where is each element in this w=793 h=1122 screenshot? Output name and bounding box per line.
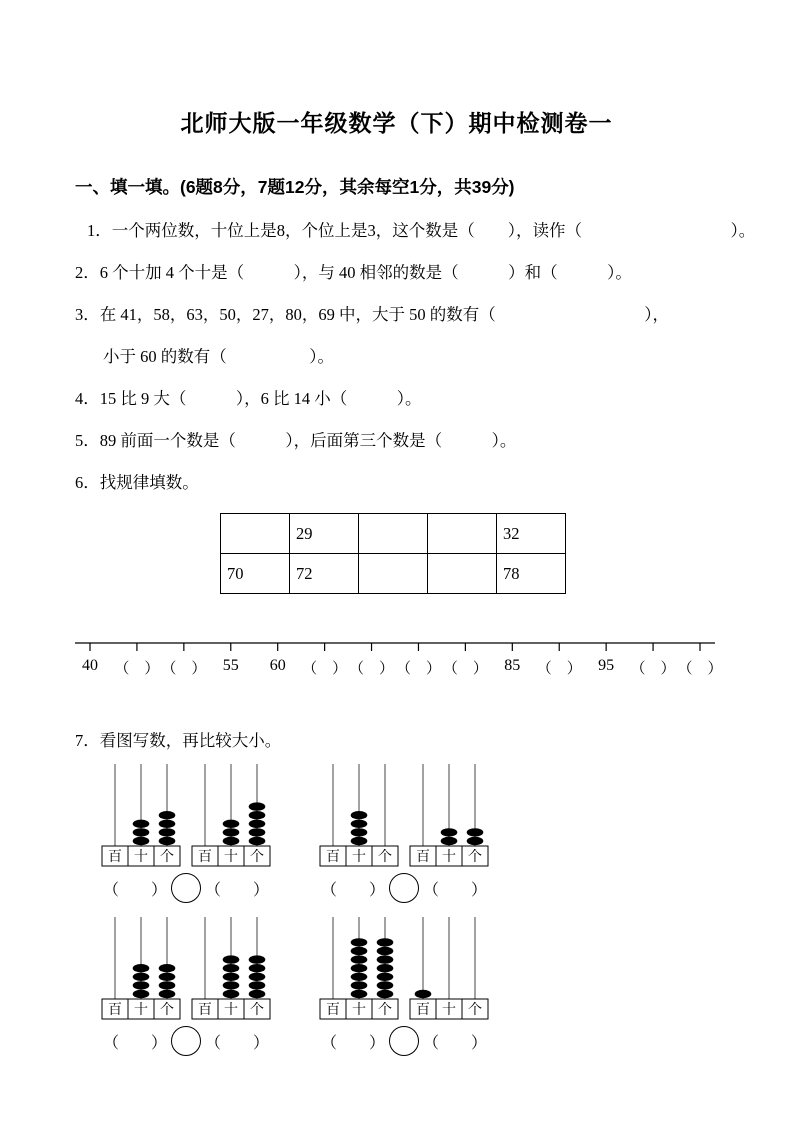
abacus-bead <box>159 837 176 845</box>
place-value-label: 个 <box>160 850 174 865</box>
comparison-blank: （ ） <box>320 881 385 899</box>
comparison-row <box>319 1026 489 1056</box>
pattern-table-blank-cell <box>359 554 428 594</box>
abacus <box>319 915 399 1021</box>
pattern-table-cell: 70 <box>221 554 290 594</box>
number-line-blank: （ ） <box>114 661 160 677</box>
abacus-bead <box>133 828 150 836</box>
abacus-bead <box>249 981 266 989</box>
abacus-bead <box>249 802 266 810</box>
abacus-bead <box>441 828 458 836</box>
abacus-row <box>101 762 718 903</box>
comparison-row <box>319 873 489 903</box>
comparison-blank: （ ） <box>102 1034 167 1052</box>
abacus-bead <box>351 811 368 819</box>
abacus-bead <box>223 981 240 989</box>
abacus <box>101 915 181 1021</box>
place-value-label: 十 <box>134 850 148 865</box>
abacus-bead <box>351 964 368 972</box>
abacus-bead <box>133 820 150 828</box>
number-line-blank: （ ） <box>442 661 488 677</box>
abacus-bead <box>351 828 368 836</box>
abacus-bead <box>159 973 176 981</box>
abacus <box>409 762 489 868</box>
number-line-blank: （ ） <box>536 661 582 677</box>
pattern-table-blank-cell <box>428 554 497 594</box>
place-value-label: 个 <box>378 1003 392 1018</box>
abacus-bead <box>351 981 368 989</box>
abacus <box>191 762 271 868</box>
question-4: 4．15 比 9 大（ ），6 比 14 小（ ）。 <box>75 389 422 408</box>
abacus-bead <box>133 837 150 845</box>
comparison-blank: （ ） <box>320 1034 385 1052</box>
abacus-bead <box>351 938 368 946</box>
abacus-bead <box>133 990 150 998</box>
comparison-circle <box>171 873 201 903</box>
abacus-bead <box>377 955 394 963</box>
place-value-label: 个 <box>468 1003 482 1018</box>
pattern-table-cell: 78 <box>497 554 566 594</box>
abacus-bead <box>223 837 240 845</box>
abacus-bead <box>377 981 394 989</box>
place-value-label: 十 <box>352 1003 366 1018</box>
abacus-pair <box>319 915 489 1056</box>
number-line-blank: （ ） <box>630 661 676 677</box>
abacus-bead <box>223 964 240 972</box>
comparison-circle <box>171 1026 201 1056</box>
abacus-bead <box>351 837 368 845</box>
question-6: 6．找规律填数。 <box>75 473 199 492</box>
number-line-number: 60 <box>269 657 286 674</box>
place-value-label: 百 <box>326 1003 340 1018</box>
place-value-label: 十 <box>442 850 456 865</box>
abacus-bead <box>377 990 394 998</box>
abacus-pair <box>319 762 489 903</box>
abacus-pair-figures <box>319 762 489 868</box>
place-value-label: 个 <box>160 1003 174 1018</box>
place-value-label: 十 <box>352 850 366 865</box>
place-value-label: 百 <box>416 1003 430 1018</box>
question-2: 2．6 个十加 4 个十是（ ），与 40 相邻的数是（ ）和（ ）。 <box>75 263 632 282</box>
abacus-bead <box>159 811 176 819</box>
place-value-label: 百 <box>416 850 430 865</box>
abacus-bead <box>159 820 176 828</box>
abacus-bead <box>249 964 266 972</box>
place-value-label: 百 <box>198 850 212 865</box>
abacus-bead <box>249 973 266 981</box>
abacus-bead <box>415 990 432 998</box>
section-heading: 一、填一填。(6题8分，7题12分，其余每空1分，共39分) <box>75 177 515 197</box>
place-value-label: 十 <box>224 850 238 865</box>
abacus-bead <box>249 820 266 828</box>
number-line-blank: （ ） <box>161 661 207 677</box>
abacus-bead <box>351 990 368 998</box>
abacus-bead <box>133 964 150 972</box>
abacus-pair <box>101 762 271 903</box>
place-value-label: 个 <box>468 850 482 865</box>
comparison-blank: （ ） <box>423 881 488 899</box>
number-line-number: 85 <box>504 657 521 674</box>
question-1: 1．一个两位数，十位上是8，个位上是3，这个数是（ ），读作（ ）。 <box>87 221 756 240</box>
comparison-circle <box>389 1026 419 1056</box>
abacus-bead <box>223 955 240 963</box>
abacus-bead <box>133 981 150 989</box>
number-line <box>75 640 723 683</box>
number-line-number: 95 <box>598 657 615 674</box>
place-value-label: 十 <box>134 1003 148 1018</box>
question-7: 7．看图写数，再比较大小。 <box>75 731 282 750</box>
abacus-bead <box>133 973 150 981</box>
place-value-label: 百 <box>108 850 122 865</box>
page-title: 北师大版一年级数学（下）期中检测卷一 <box>180 110 613 136</box>
abacus-bead <box>467 837 484 845</box>
place-value-label: 百 <box>198 1003 212 1018</box>
pattern-table-cell: 32 <box>497 514 566 554</box>
abacus-pair-figures <box>101 915 271 1021</box>
place-value-label: 百 <box>326 850 340 865</box>
abacus-bead <box>249 837 266 845</box>
comparison-row <box>101 873 271 903</box>
question-3-line2: 小于 60 的数有（ ）。 <box>103 347 334 366</box>
abacus-bead <box>223 990 240 998</box>
abacus <box>101 762 181 868</box>
abacus-bead <box>377 973 394 981</box>
abacus <box>191 915 271 1021</box>
abacus-bead <box>223 973 240 981</box>
abacus <box>409 915 489 1021</box>
comparison-blank: （ ） <box>102 881 167 899</box>
abacus-bead <box>377 964 394 972</box>
abacus-bead <box>377 947 394 955</box>
abacus-row <box>101 915 718 1056</box>
place-value-label: 百 <box>108 1003 122 1018</box>
abacus-bead <box>467 828 484 836</box>
comparison-blank: （ ） <box>423 1034 488 1052</box>
abacus-bead <box>159 828 176 836</box>
abacus <box>319 762 399 868</box>
abacus-bead <box>351 947 368 955</box>
number-line-number: 40 <box>82 657 98 674</box>
abacus-bead <box>351 955 368 963</box>
number-line-labels <box>75 657 723 683</box>
abacus-bead <box>351 820 368 828</box>
abacus-bead <box>159 964 176 972</box>
abacus-bead <box>351 973 368 981</box>
place-value-label: 个 <box>250 850 264 865</box>
abacus-bead <box>223 820 240 828</box>
place-value-label: 十 <box>442 1003 456 1018</box>
pattern-table <box>220 513 566 594</box>
place-value-label: 个 <box>378 850 392 865</box>
abacus-pair-figures <box>101 762 271 868</box>
abacus-grid <box>101 762 718 1056</box>
comparison-blank: （ ） <box>205 1034 270 1052</box>
pattern-table-cell: 72 <box>290 554 359 594</box>
abacus-bead <box>377 938 394 946</box>
number-line-number: 55 <box>222 657 239 674</box>
question-5: 5．89 前面一个数是（ ），后面第三个数是（ ）。 <box>75 431 517 450</box>
pattern-table-blank-cell <box>221 514 290 554</box>
number-line-blank: （ ） <box>349 661 395 677</box>
abacus-pair <box>101 915 271 1056</box>
number-line-blank: （ ） <box>395 661 441 677</box>
place-value-label: 十 <box>224 1003 238 1018</box>
number-line-svg <box>75 640 715 654</box>
comparison-circle <box>389 873 419 903</box>
question-3-line1: 3．在 41，58，63，50，27，80，69 中，大于 50 的数有（ ）， <box>75 305 669 324</box>
pattern-table-cell: 29 <box>290 514 359 554</box>
place-value-label: 个 <box>250 1003 264 1018</box>
abacus-bead <box>223 828 240 836</box>
abacus-bead <box>249 955 266 963</box>
comparison-blank: （ ） <box>205 881 270 899</box>
abacus-bead <box>441 837 458 845</box>
abacus-bead <box>249 811 266 819</box>
pattern-table-row <box>221 514 566 554</box>
abacus-bead <box>249 990 266 998</box>
pattern-table-row <box>221 554 566 594</box>
pattern-table-blank-cell <box>359 514 428 554</box>
abacus-pair-figures <box>319 915 489 1021</box>
number-line-blank: （ ） <box>677 661 723 677</box>
pattern-table-blank-cell <box>428 514 497 554</box>
abacus-bead <box>249 828 266 836</box>
abacus-bead <box>159 990 176 998</box>
number-line-blank: （ ） <box>302 661 348 677</box>
abacus-bead <box>159 981 176 989</box>
comparison-row <box>101 1026 271 1056</box>
